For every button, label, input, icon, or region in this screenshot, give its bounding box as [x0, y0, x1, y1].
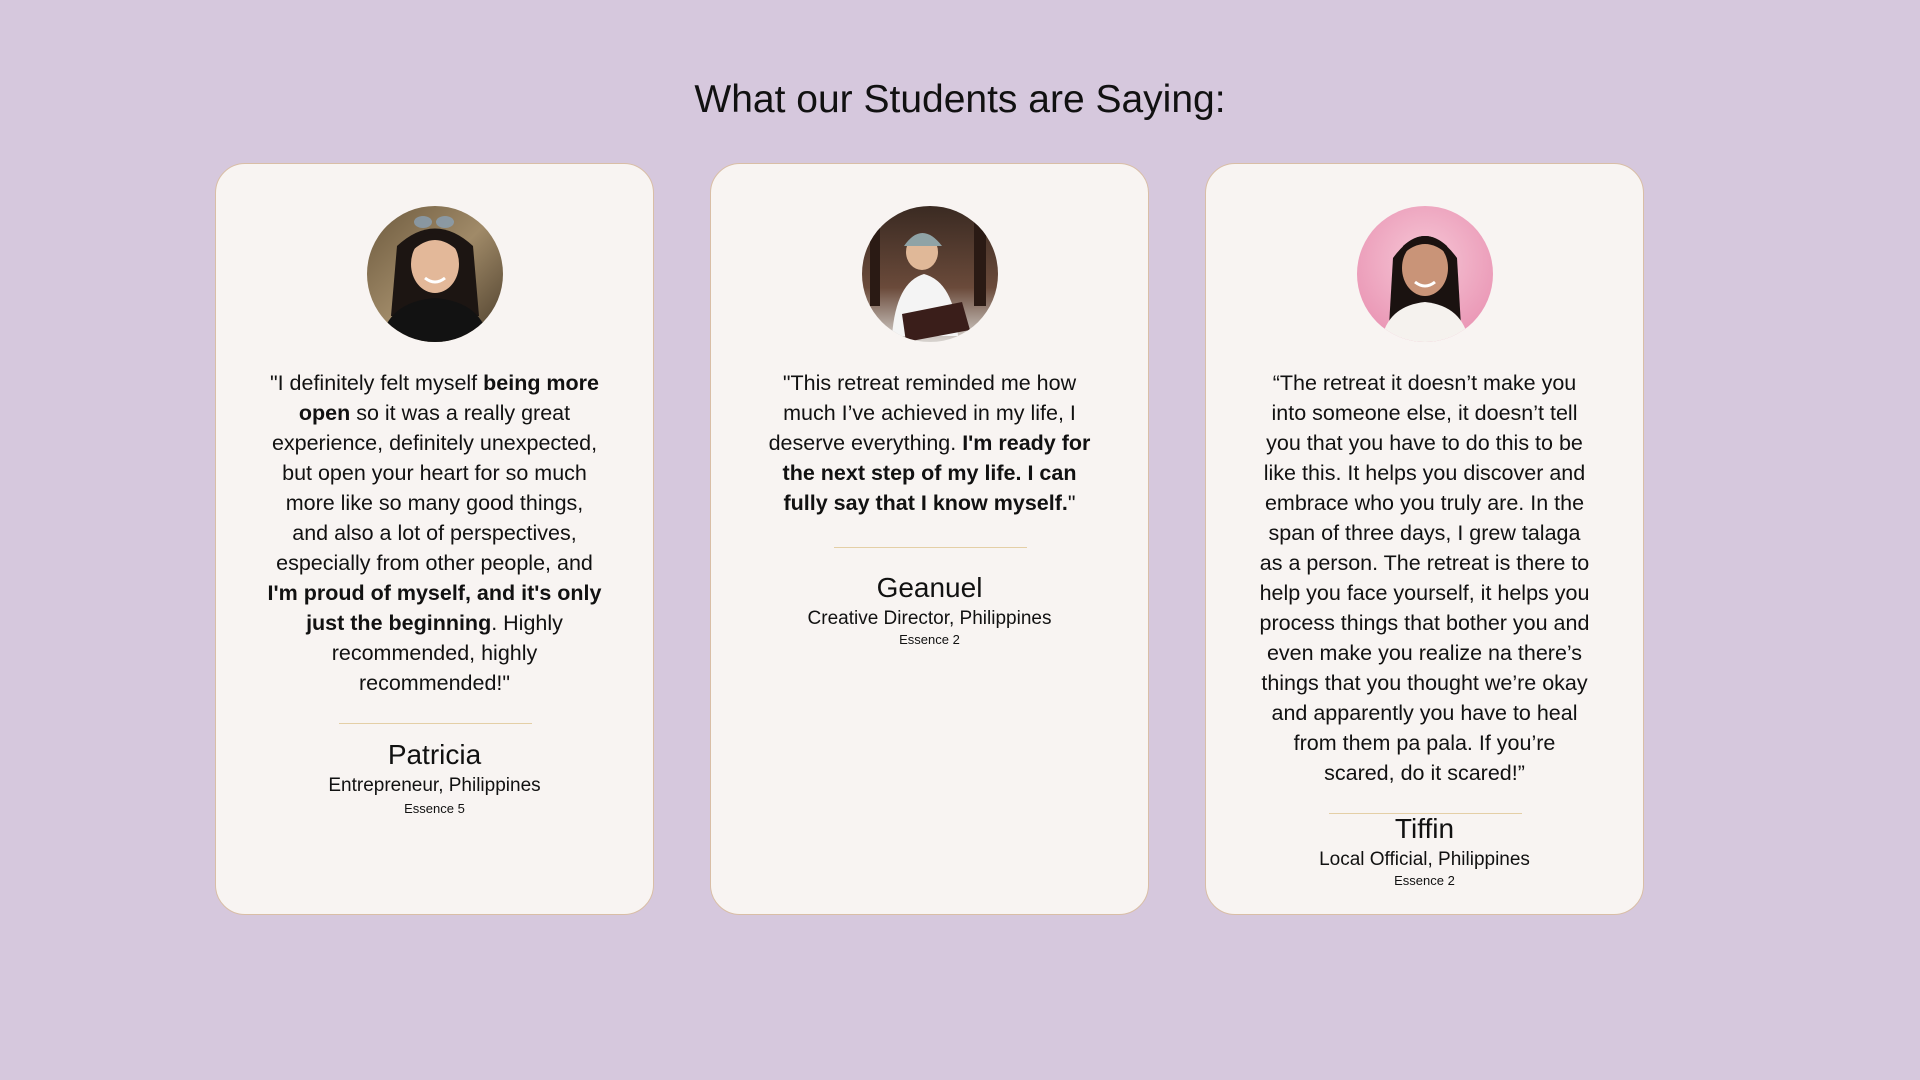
person-photo-avatar-icon [367, 206, 503, 342]
student-role: Local Official, Philippines [1319, 849, 1530, 870]
testimonial-card-geanuel [710, 163, 1149, 915]
quote-text: so it was a really great experience, definitely unexpected, but open your heart for so much more like so many good things, and also a lot of perspectives, especially from other people, and [271, 401, 598, 575]
divider-line [339, 723, 532, 724]
person-photo-avatar-icon [862, 206, 998, 342]
person-photo-avatar-icon [1357, 206, 1493, 342]
student-role: Creative Director, Philippines [807, 608, 1052, 629]
quote-text: " [1067, 491, 1076, 515]
student-cohort: Essence 5 [404, 801, 465, 816]
student-name: Patricia [387, 739, 482, 770]
student-cohort: Essence 2 [1394, 873, 1455, 888]
quote-highlight: I'm proud of myself, and it's only just the beginning [267, 581, 602, 635]
testimonial-card-patricia [215, 163, 654, 915]
student-name: Tiffin [1394, 813, 1455, 844]
quote-text: "I definitely felt myself [269, 371, 484, 395]
quote-text: "This retreat reminded me how much I’ve achieved in my life, I deserve everything. [768, 371, 1077, 455]
student-role: Entrepreneur, Philippines [328, 775, 541, 796]
divider-line [834, 547, 1027, 548]
section-heading: What our Students are Saying: [694, 78, 1226, 121]
quote-highlight: being more open [298, 371, 600, 425]
student-cohort: Essence 2 [899, 632, 960, 647]
testimonial-quote [761, 368, 1098, 518]
quote-text: “The retreat it doesn’t make you into someone else, it doesn’t tell you that you have to do this to be like this. It helps you discover and embrace who you truly are. In the span of three days, I grew talaga as a person. The retreat is there to help you face yourself, it helps you process things that bother you and even make you realize na there’s things that you thought we’re okay and apparently you have to heal from them pa pala. If you’re scared, do it scared!” [1259, 371, 1590, 785]
student-name: Geanuel [876, 572, 983, 603]
quote-highlight: I'm ready for the next step of my life. I can fully say that I know myself. [782, 431, 1091, 515]
testimonial-quote [1256, 368, 1593, 788]
testimonial-card-tiffin [1205, 163, 1644, 915]
quote-text: . Highly recommended, highly recommended!" [331, 611, 563, 695]
testimonial-quote [266, 368, 603, 698]
